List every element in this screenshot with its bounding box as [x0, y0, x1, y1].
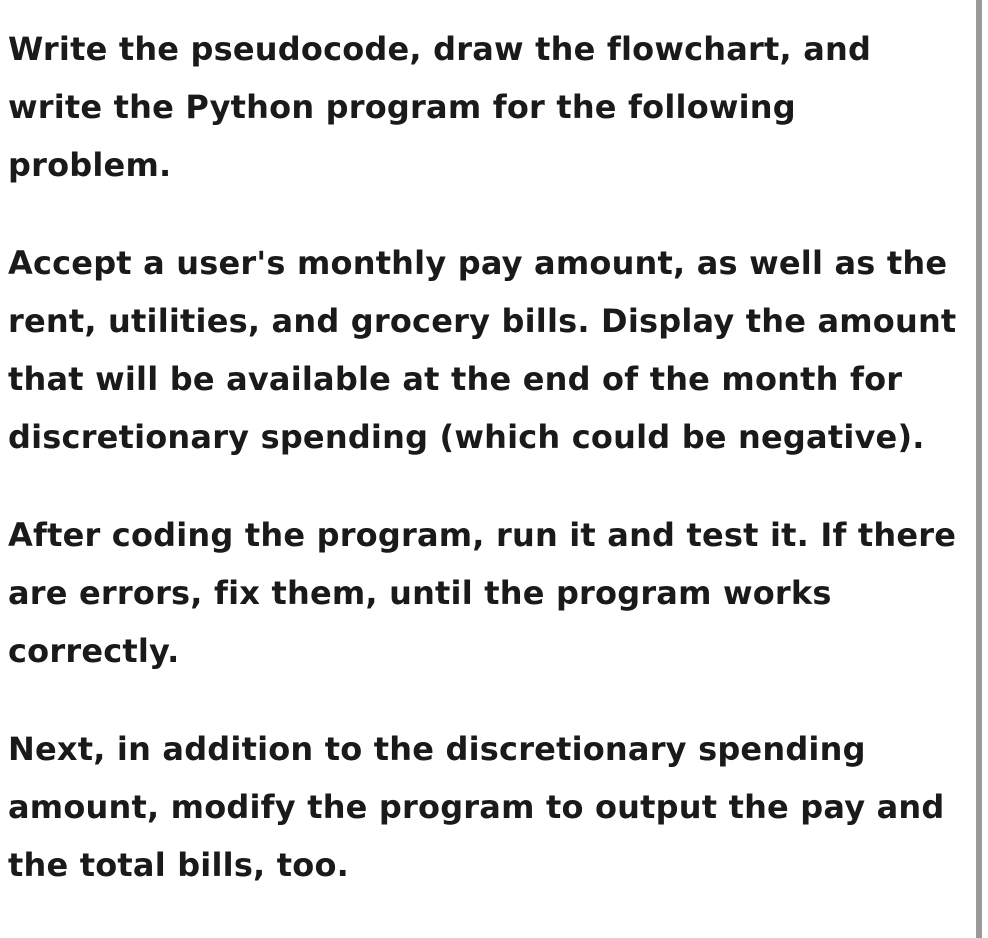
vertical-scrollbar[interactable]	[976, 0, 988, 938]
problem-paragraph: Accept a user's monthly pay amount, as well as the rent, utilities, and grocery bills. Display the amount that will be available at the end of the month for discretionary spending (which could be negative).	[8, 244, 957, 456]
scrollbar-thumb[interactable]	[976, 0, 982, 938]
testing-paragraph: After coding the program, run it and test it. If there are errors, fix them, until the program works correctly.	[8, 516, 957, 670]
assignment-text	[8, 20, 968, 894]
modification-paragraph: Next, in addition to the discretionary spending amount, modify the program to output the pay and the total bills, too.	[8, 730, 945, 884]
instructions-paragraph: Write the pseudocode, draw the flowchart, and write the Python program for the following problem.	[8, 30, 872, 184]
